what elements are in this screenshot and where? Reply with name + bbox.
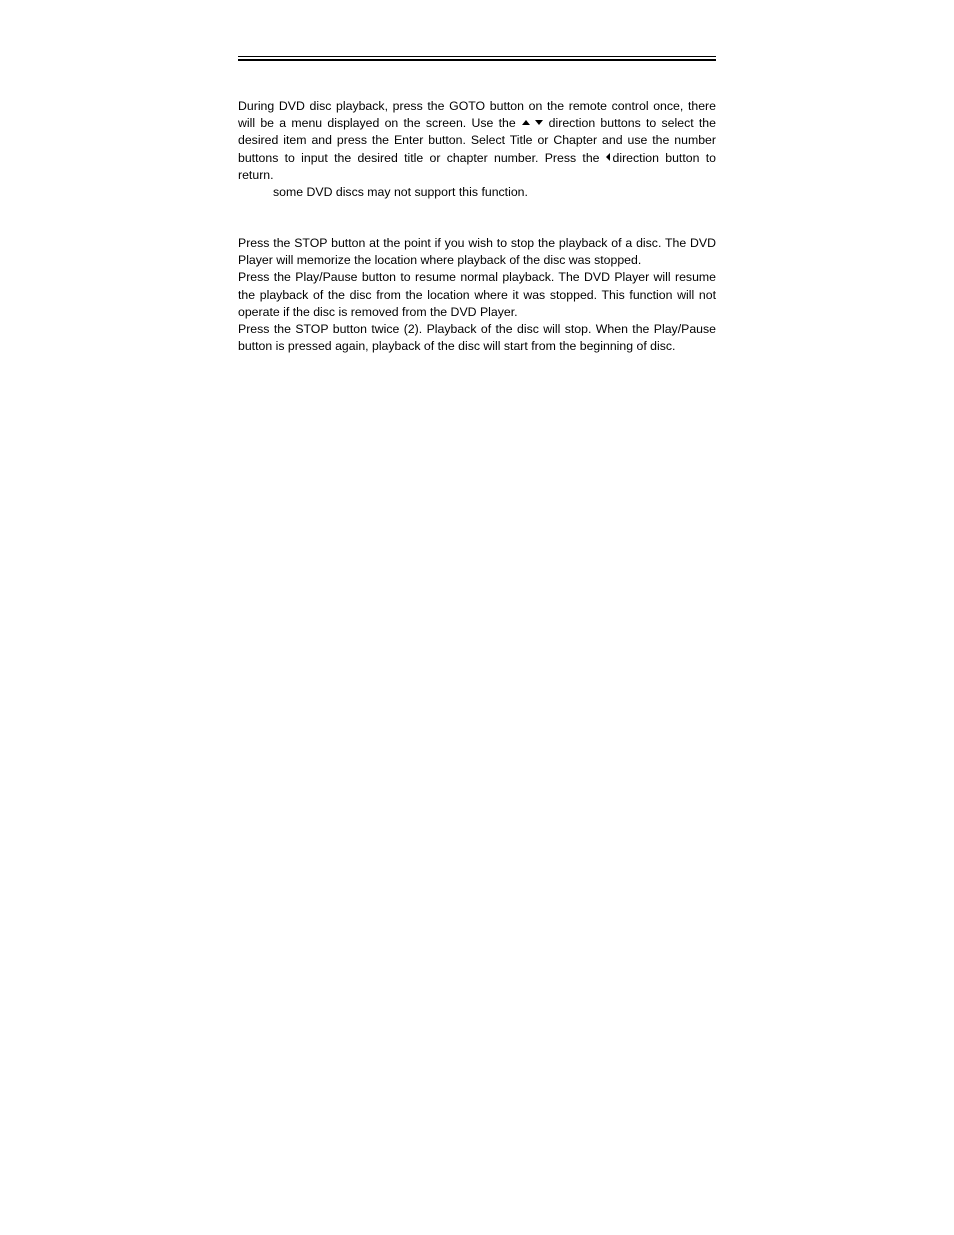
header-rule-bottom <box>238 59 716 61</box>
header-rule-top <box>238 56 716 57</box>
goto-text-part-1: During DVD disc playback, press the GOTO button on the remote control once, there will be a menu displayed on the screen. Use the <box>238 99 716 131</box>
goto-text-part-3: direction button to return. <box>238 150 716 182</box>
goto-paragraph <box>238 98 716 184</box>
down-arrow-icon <box>535 120 543 125</box>
goto-note: some DVD discs may not support this function. <box>273 185 528 200</box>
left-arrow-icon <box>606 153 610 161</box>
stop-paragraph-2: Press the Play/Pause button to resume normal playback. The DVD Player will resume the playback of the disc from the location where it was stopped. This function will not operate if the disc is removed from the DVD Player. <box>238 270 716 319</box>
stop-paragraph-3: Press the STOP button twice (2). Playback of the disc will stop. When the Play/Pause button is pressed again, playback of the disc will start from the beginning of disc. <box>238 322 716 354</box>
stop-paragraph-1: Press the STOP button at the point if you wish to stop the playback of a disc. The DVD Player will memorize the location where playback of the disc was stopped. <box>238 236 716 268</box>
up-arrow-icon <box>522 120 530 125</box>
goto-section <box>238 98 716 201</box>
goto-text-part-2: direction buttons to select the desired item and press the Enter button. Select Title or Chapter and use the number buttons to input the desired title or chapter number. Press the <box>238 116 716 165</box>
stop-section <box>238 235 716 355</box>
